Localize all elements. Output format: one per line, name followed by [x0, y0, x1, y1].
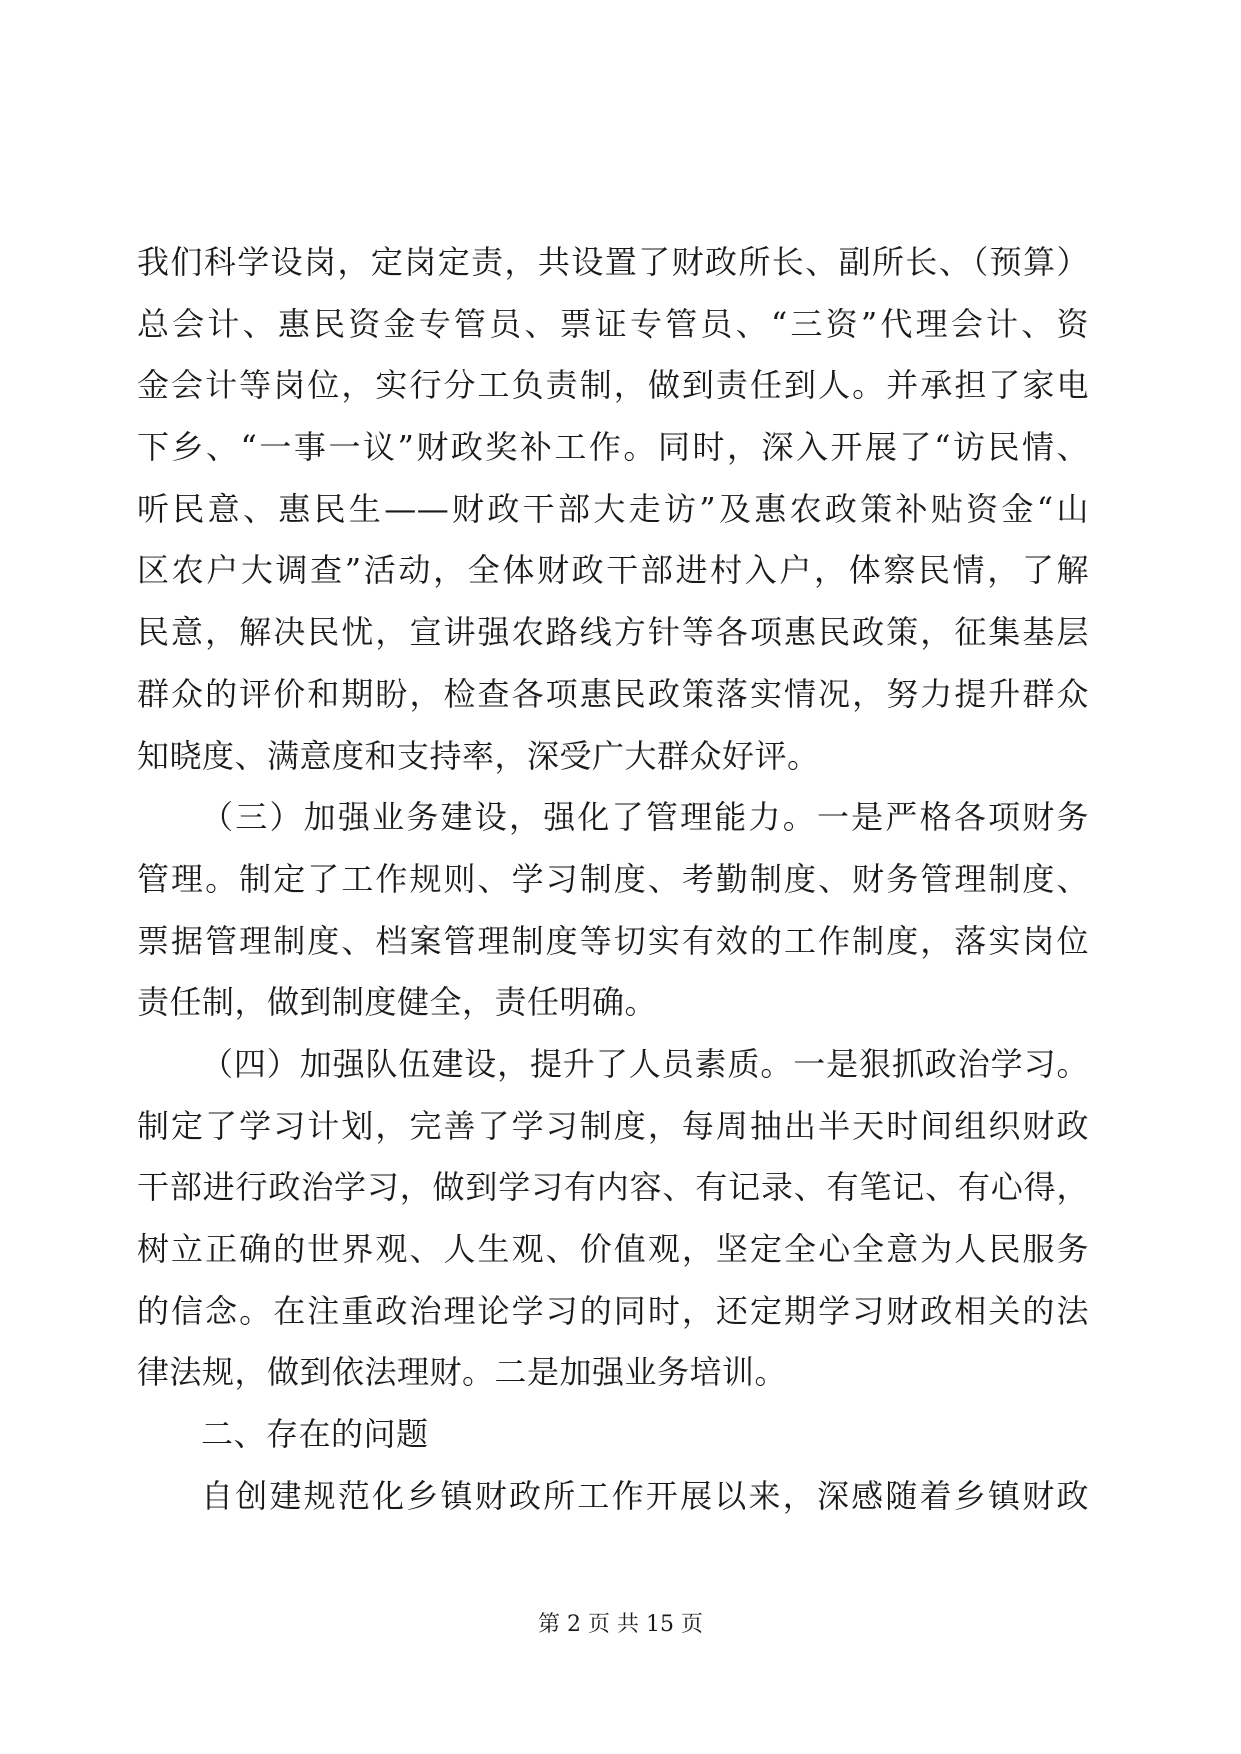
text-line: 票据管理制度、档案管理制度等切实有效的工作制度，落实岗位 — [137, 921, 1089, 960]
text-line: （三）加强业务建设，强化了管理能力。一是严格各项财务 — [201, 798, 1089, 837]
text-line: 知晓度、满意度和支持率，深受广大群众好评。 — [137, 736, 820, 775]
text-line: 总会计、惠民资金专管员、票证专管员、“三资”代理会计、资 — [137, 304, 1089, 343]
text-line: 的信念。在注重政治理论学习的同时，还定期学习财政相关的法 — [137, 1291, 1089, 1330]
text-line: 群众的评价和期盼，检查各项惠民政策落实情况，努力提升群众 — [137, 674, 1089, 713]
text-line: 听民意、惠民生——财政干部大走访”及惠农政策补贴资金“山 — [137, 489, 1089, 528]
page-number-footer: 第 2 页 共 15 页 — [538, 1612, 703, 1637]
text-line: 我们科学设岗，定岗定责，共设置了财政所长、副所长、（预算） — [137, 243, 1089, 281]
text-line: 区农户大调查”活动，全体财政干部进村入户，体察民情，了解 — [137, 551, 1089, 590]
text-line: 责任制，做到制度健全，责任明确。 — [137, 983, 658, 1022]
text-line: 律法规，做到依法理财。二是加强业务培训。 — [137, 1353, 788, 1392]
text-line: 金会计等岗位，实行分工负责制，做到责任到人。并承担了家电 — [137, 366, 1089, 405]
text-line: 管理。制定了工作规则、学习制度、考勤制度、财务管理制度、 — [137, 859, 1089, 898]
text-line: 自创建规范化乡镇财政所工作开展以来，深感随着乡镇财政 — [201, 1476, 1089, 1515]
text-line: 树立正确的世界观、人生观、价值观，坚定全心全意为人民服务 — [137, 1230, 1089, 1268]
text-line: （四）加强队伍建设，提升了人员素质。一是狠抓政治学习。 — [201, 1044, 1089, 1083]
text-line: 下乡、“一事一议”财政奖补工作。同时，深入开展了“访民情、 — [137, 428, 1089, 467]
section-heading: 二、存在的问题 — [201, 1415, 429, 1454]
text-line: 干部进行政治学习，做到学习有内容、有记录、有笔记、有心得， — [137, 1168, 1089, 1207]
text-line: 民意，解决民忧，宣讲强农路线方针等各项惠民政策，征集基层 — [137, 613, 1089, 652]
text-line: 制定了学习计划，完善了学习制度，每周抽出半天时间组织财政 — [137, 1106, 1089, 1145]
document-body — [137, 232, 1089, 1527]
